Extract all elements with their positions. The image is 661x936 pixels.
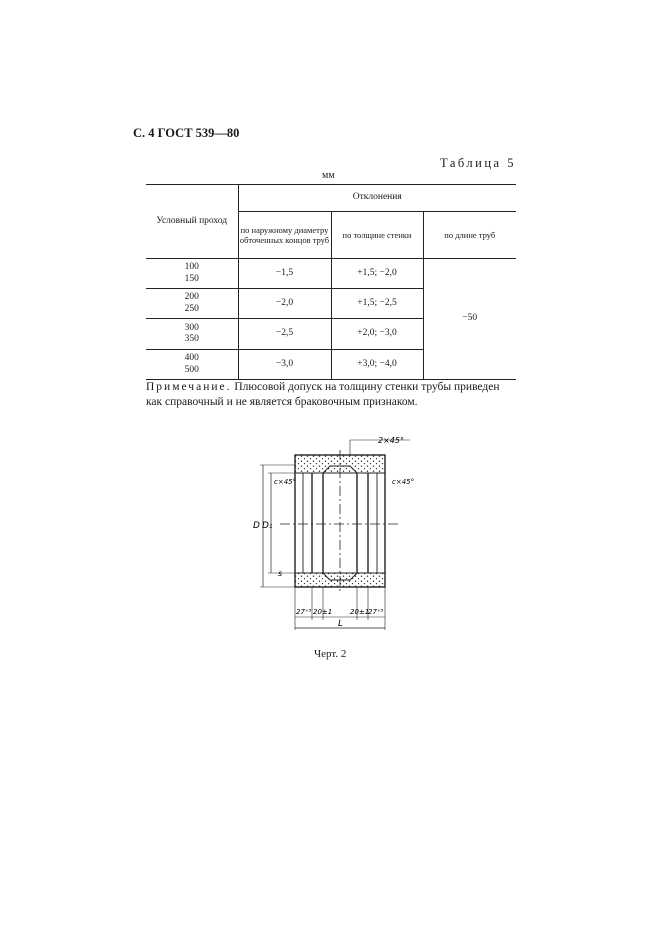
note-text: Плюсовой допуск на толщину стенки трубы приведен как справочный и не является браковочным признаком. [146, 381, 500, 408]
header-outer-diameter: по наружному диаметру обточенных концов труб [238, 212, 331, 259]
pipe-sleeve-drawing [240, 430, 430, 635]
cell-wall: +1,5; −2,5 [331, 289, 423, 319]
note-lead: Примечание. [146, 381, 232, 393]
label-dim-l: L [338, 619, 344, 629]
label-dim-s: s [278, 569, 283, 578]
cell-passage: 300 350 [146, 319, 238, 350]
header-deviations: Отклонения [238, 185, 516, 212]
figure-caption: Черт. 2 [314, 648, 347, 660]
cell-wall: +2,0; −3,0 [331, 319, 423, 350]
cell-passage: 100 150 [146, 259, 238, 289]
cell-wall: +1,5; −2,0 [331, 259, 423, 289]
cell-outer: −2,5 [238, 319, 331, 350]
label-dim-20-left: 20±1 [313, 608, 333, 616]
cell-passage: 400 500 [146, 350, 238, 380]
header-wall-thickness: по толщине стенки [331, 212, 423, 259]
label-dim-d1: D₁ [262, 521, 273, 531]
header-passage: Условный проход [146, 185, 238, 259]
cell-outer: −1,5 [238, 259, 331, 289]
label-dim-27-left: 27⁺⁵ [296, 608, 312, 616]
cell-outer: −3,0 [238, 350, 331, 380]
label-dim-27-right: 27⁺⁵ [368, 608, 384, 616]
cell-passage: 200 250 [146, 289, 238, 319]
cell-wall: +3,0; −4,0 [331, 350, 423, 380]
table-note [146, 380, 518, 410]
deviations-table [146, 184, 516, 380]
cell-outer: −2,0 [238, 289, 331, 319]
label-chamfer-left: c×45° [274, 478, 297, 486]
label-chamfer-right: c×45° [392, 478, 415, 486]
table-row [146, 259, 516, 289]
label-dim-d: D [253, 521, 260, 531]
cell-length: −50 [423, 259, 516, 380]
label-dim-20-right: 20±1 [350, 608, 370, 616]
header-length: по длине труб [423, 212, 516, 259]
label-chamfer-top: 2×45° [378, 436, 404, 445]
page-header: С. 4 ГОСТ 539—80 [133, 126, 240, 140]
table-units: мм [322, 170, 335, 181]
table-label: Таблица 5 [440, 156, 516, 170]
